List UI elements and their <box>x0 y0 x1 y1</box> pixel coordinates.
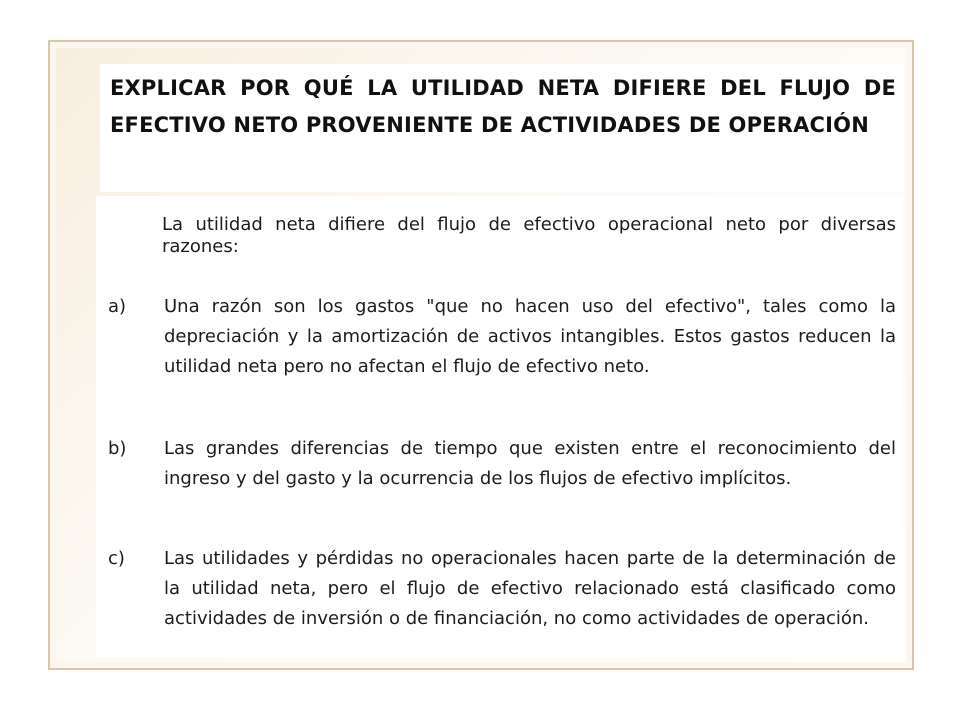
intro-paragraph: La utilidad neta difiere del flujo de efectivo operacional neto por diversas razones: <box>162 214 896 257</box>
item-text: Una razón son los gastos "que no hacen uso del efectivo", tales como la depreciación y la amortización de activos intangibles. Estos gastos reducen la utilidad neta pero no afectan el flujo de efectivo neto. <box>164 296 896 377</box>
slide-title: EXPLICAR POR QUÉ LA UTILIDAD NETA DIFIERE DEL FLUJO DE EFECTIVO NETO PROVENIENTE DE ACTIVIDADES DE OPERACIÓN <box>110 76 896 137</box>
item-text: Las grandes diferencias de tiempo que existen entre el reconocimiento del ingreso y del gasto y la ocurrencia de los flujos de efectivo implícitos. <box>164 438 896 489</box>
item-label: a) <box>108 296 127 317</box>
item-label: b) <box>108 438 127 459</box>
item-text: Las utilidades y pérdidas no operacionales hacen parte de la determinación de la utilidad neta, pero el flujo de efectivo relacionado está clasificado como actividades de inversión o de financiación, no como actividades de operación. <box>164 548 896 629</box>
item-label: c) <box>108 548 125 569</box>
